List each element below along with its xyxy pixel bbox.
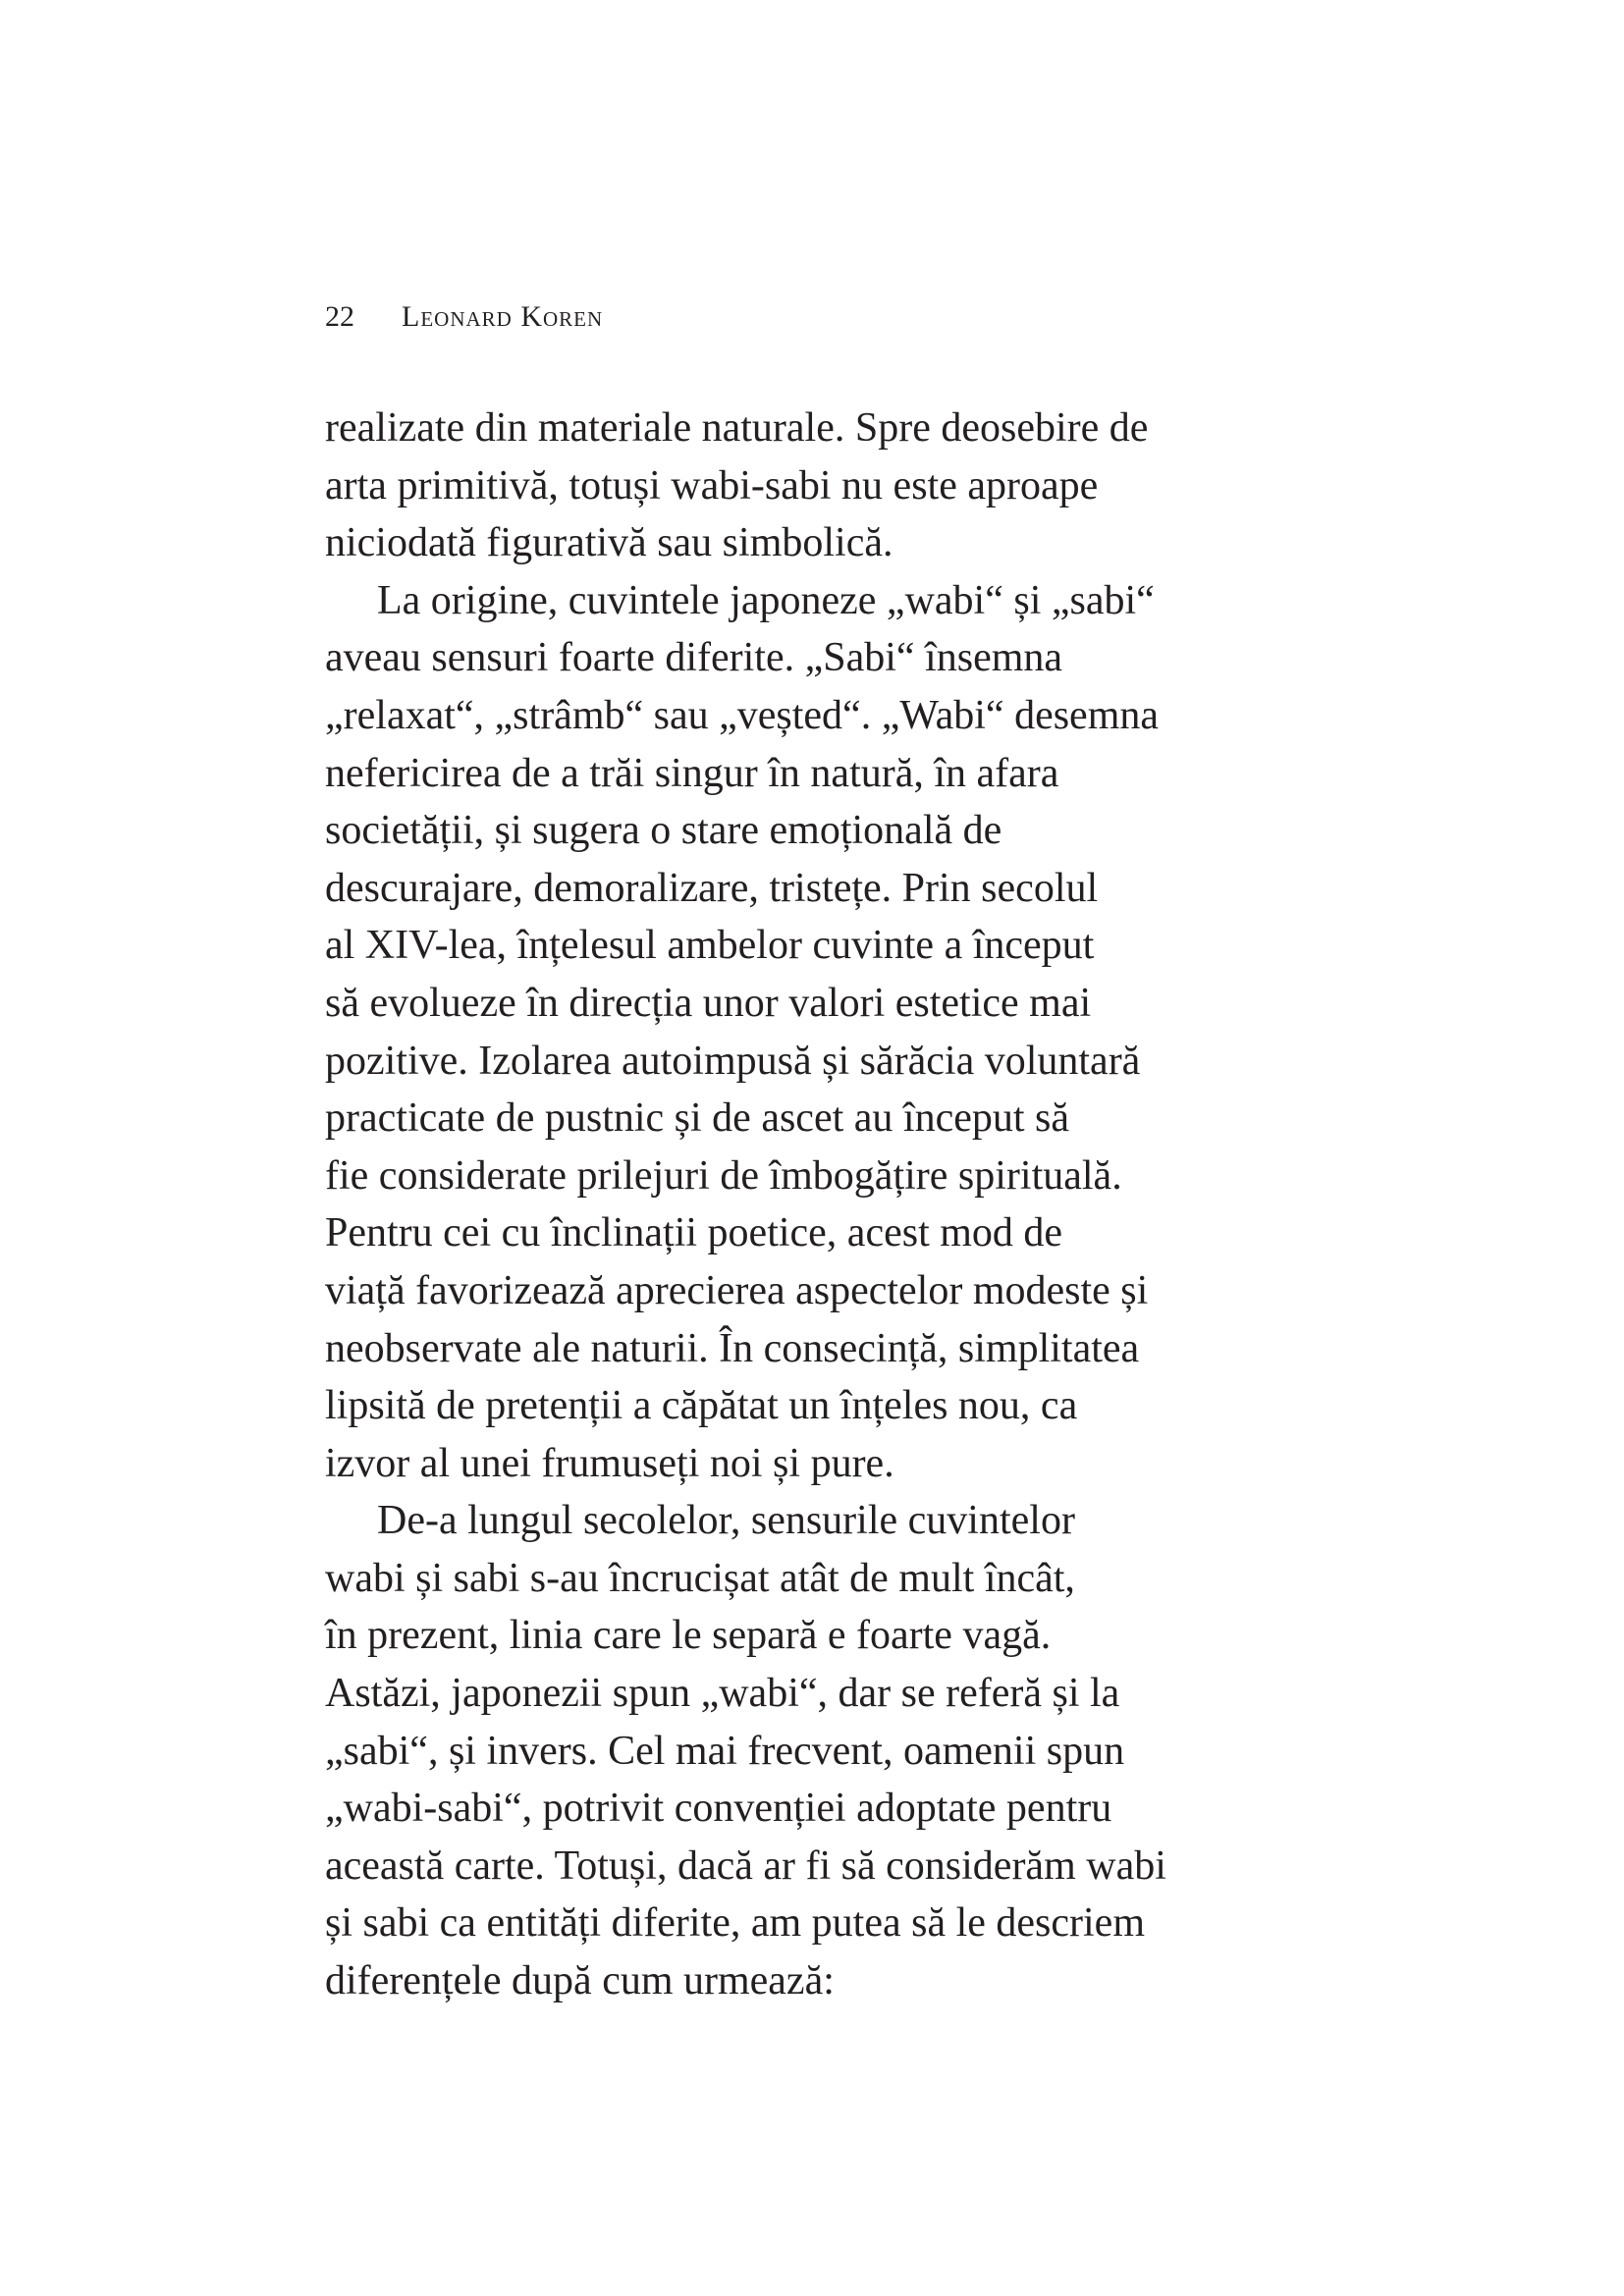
text-line: La origine, cuvintele japoneze „wabi“ și „sabi“: [377, 577, 1155, 623]
text-line: „wabi-sabi“, potrivit convenției adoptate pentru: [325, 1786, 1112, 1832]
text-line: practicate de pustnic și de ascet au început să: [325, 1095, 1070, 1142]
text-line: izvor al unei frumuseți noi și pure.: [325, 1440, 894, 1486]
text-line: această carte. Totuși, dacă ar fi să considerăm wabi: [325, 1842, 1166, 1889]
text-line: pozitive. Izolarea autoimpusă și sărăcia voluntară: [325, 1038, 1141, 1084]
page-number: 22: [325, 300, 354, 333]
text-line: viață favorizează aprecierea aspectelor modeste și: [325, 1267, 1149, 1313]
text-line: în prezent, linia care le separă e foarte vagă.: [325, 1613, 1052, 1659]
text-line: descurajare, demoralizare, tristețe. Prin secolul: [325, 865, 1099, 911]
text-line: „relaxat“, „strâmb“ sau „veșted“. „Wabi“ desemna: [325, 692, 1160, 738]
text-line: Astăzi, japonezii spun „wabi“, dar se referă și la: [325, 1671, 1120, 1717]
text-line: neobservate ale naturii. În consecință, simplitatea: [325, 1325, 1140, 1371]
text-line: lipsită de pretenții a căpătat un înțeles nou, ca: [325, 1383, 1078, 1429]
text-line: să evolueze în direcția unor valori estetice mai: [325, 980, 1092, 1026]
running-head-author: Leonard Koren: [402, 300, 604, 333]
text-line: nefericirea de a trăi singur în natură, în afara: [325, 750, 1059, 796]
text-line: diferențele după cum urmează:: [325, 1958, 835, 2004]
text-line: Pentru cei cu înclinații poetice, acest mod de: [325, 1210, 1063, 1256]
text-line: al XIV-lea, înțelesul ambelor cuvinte a început: [325, 923, 1095, 969]
text-line: realizate din materiale naturale. Spre deosebire de: [325, 405, 1149, 451]
running-header: [325, 300, 603, 334]
text-line: „sabi“, și invers. Cel mai frecvent, oamenii spun: [325, 1728, 1125, 1774]
text-line: niciodată figurativă sau simbolică.: [325, 520, 893, 566]
text-line: De-a lungul secolelor, sensurile cuvintelor: [377, 1498, 1075, 1544]
text-line: wabi și sabi s-au încrucișat atât de mult încât,: [325, 1555, 1075, 1601]
text-line: aveau sensuri foarte diferite. „Sabi“ însemna: [325, 635, 1063, 681]
text-line: și sabi ca entități diferite, am putea să le descriem: [325, 1900, 1145, 1947]
text-line: societății, și sugera o stare emoțională de: [325, 808, 1002, 854]
text-line: arta primitivă, totuși wabi-sabi nu este aproape: [325, 462, 1099, 508]
body-text: [325, 400, 1248, 2010]
text-line: fie considerate prilejuri de îmbogățire spirituală.: [325, 1152, 1122, 1199]
